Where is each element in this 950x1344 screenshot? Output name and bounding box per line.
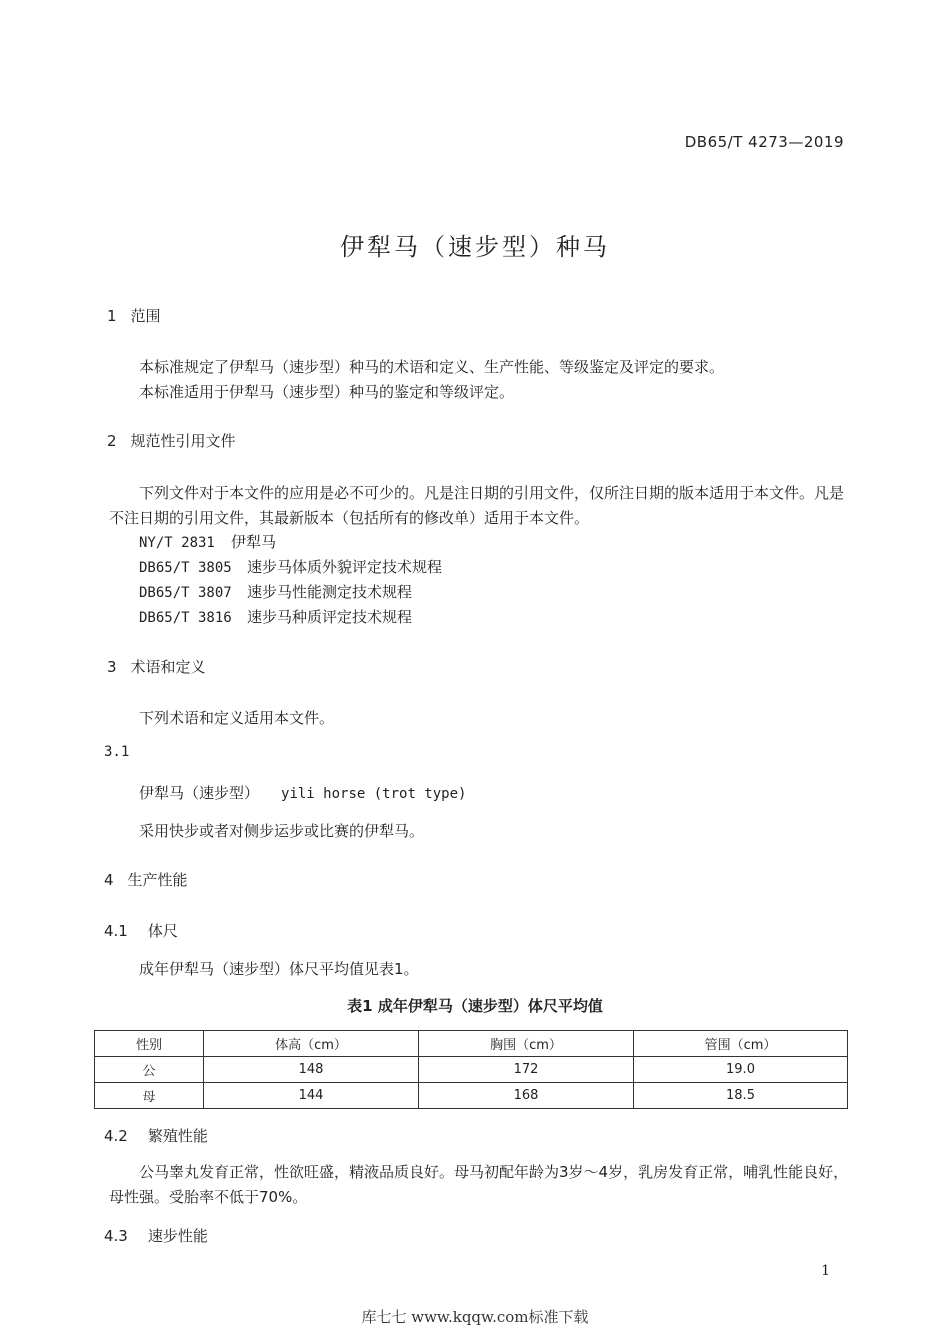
section-title: 生产性能 [127, 871, 188, 889]
subsection-4-1-heading [104, 920, 178, 941]
section-number: 4 [104, 871, 114, 889]
reference-code: NY/T 2831 [139, 535, 215, 551]
paragraph: 本标准适用于伊犁马（速步型）种马的鉴定和等级评定。 [139, 383, 515, 401]
table-cell: 18.5 [634, 1083, 848, 1109]
section-number: 2 [107, 432, 117, 450]
reference-code: DB65/T 3816 [139, 610, 232, 626]
paragraph: 本标准规定了伊犁马（速步型）种马的术语和定义、生产性能、等级鉴定及评定的要求。 [139, 358, 725, 376]
term-english: yili horse (trot type) [281, 786, 467, 802]
paragraph: 下列文件对于本文件的应用是必不可少的。凡是注日期的引用文件，仅所注日期的版本适用于本文件。凡是不注日期的引用文件，其最新版本（包括所有的修改单）适用于本文件。 [109, 484, 845, 527]
section-2-heading [107, 430, 236, 451]
table-cell: 148 [204, 1057, 419, 1083]
paragraph: 公马睾丸发育正常，性欲旺盛，精液品质良好。母马初配年龄为3岁～4岁，乳房发育正常，哺乳性能良好，母性强。受胎率不低于70%。 [109, 1163, 849, 1206]
reference-item [139, 581, 412, 602]
footer-watermark: 库七七 www.kqqw.com标准下载 [361, 1308, 589, 1326]
document-title: 伊犁马（速步型）种马 [340, 233, 610, 261]
table-cell: 172 [419, 1057, 634, 1083]
section-4-heading [104, 869, 188, 890]
column-header: 胸围（cm） [419, 1031, 634, 1057]
table-cell: 公 [95, 1057, 204, 1083]
subsection-title: 体尺 [147, 922, 178, 940]
table-cell: 母 [95, 1083, 204, 1109]
subsection-number: 4.3 [104, 1227, 128, 1245]
reference-item [139, 556, 442, 577]
page-number: 1 [821, 1263, 830, 1279]
section-title: 范围 [130, 307, 161, 325]
term-definition: 采用快步或者对侧步运步或比赛的伊犁马。 [139, 822, 425, 840]
subsection-number: 4.2 [104, 1127, 128, 1145]
table-cell: 19.0 [634, 1057, 848, 1083]
subsection-title: 速步性能 [147, 1227, 208, 1245]
reference-item [139, 531, 276, 552]
table-cell: 168 [419, 1083, 634, 1109]
reference-name: 伊犁马 [231, 533, 277, 551]
subsection-number: 4.1 [104, 922, 128, 940]
section-3-heading [107, 656, 206, 677]
reference-name: 速步马体质外貌评定技术规程 [247, 558, 443, 576]
reference-item [139, 606, 412, 627]
table-row [95, 1057, 848, 1083]
section-number: 1 [107, 307, 117, 325]
body-measurement-table [94, 1030, 848, 1109]
table-caption: 表1 成年伊犁马（速步型）体尺平均值 [347, 997, 603, 1015]
subsection-number: 3.1 [104, 744, 130, 760]
column-header: 性别 [95, 1031, 204, 1057]
subsection-4-2-heading [104, 1125, 208, 1146]
reference-name: 速步马性能测定技术规程 [247, 583, 413, 601]
reference-code: DB65/T 3807 [139, 585, 232, 601]
table-row [95, 1083, 848, 1109]
paragraph: 下列术语和定义适用本文件。 [139, 709, 335, 727]
subsection-4-3-heading [104, 1225, 208, 1246]
subsection-title: 繁殖性能 [147, 1127, 208, 1145]
section-title: 术语和定义 [130, 658, 206, 676]
standard-number: DB65/T 4273—2019 [684, 133, 844, 151]
term-chinese: 伊犁马（速步型） [139, 784, 260, 802]
section-title: 规范性引用文件 [130, 432, 236, 450]
section-1-heading [107, 305, 161, 326]
term-entry [139, 782, 466, 803]
table-cell: 144 [204, 1083, 419, 1109]
table-header-row [95, 1031, 848, 1057]
reference-code: DB65/T 3805 [139, 560, 232, 576]
reference-name: 速步马种质评定技术规程 [247, 608, 413, 626]
column-header: 体高（cm） [204, 1031, 419, 1057]
paragraph: 成年伊犁马（速步型）体尺平均值见表1。 [139, 960, 419, 978]
section-number: 3 [107, 658, 117, 676]
column-header: 管围（cm） [634, 1031, 848, 1057]
